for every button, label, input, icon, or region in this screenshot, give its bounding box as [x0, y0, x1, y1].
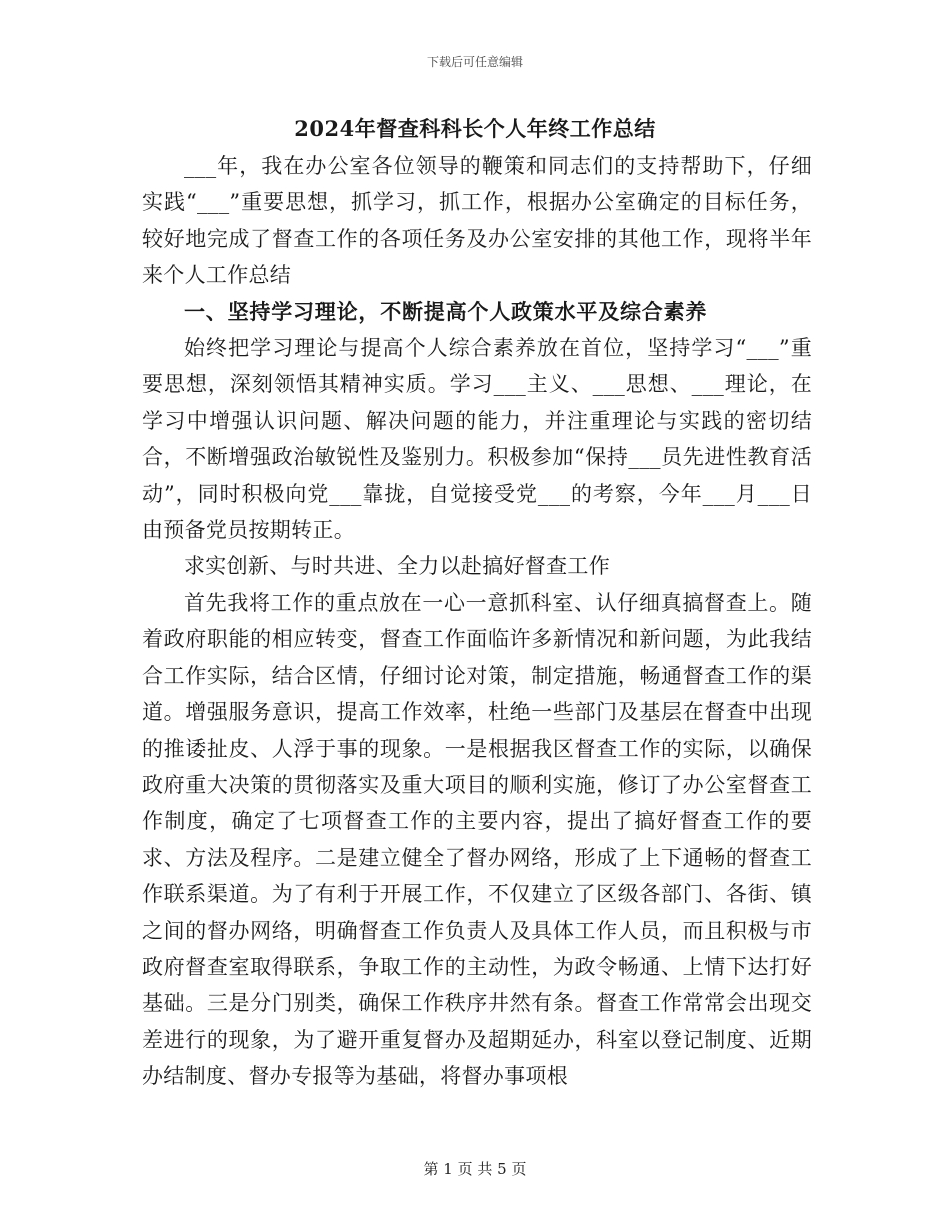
section-1-paragraph: 始终把学习理论与提高个人综合素养放在首位，坚持学习“___”重要思想，深刻领悟其精神实质。学习___主义、___思想、___理论，在学习中增强认识问题、解决问题的能力，并注重理论与实践的密切结合，不断增强政治敏锐性及鉴别力。积极参加“保持___员先进性教育活动”，同时积极向党___靠拢，自觉接受党___的考察，今年___月___日由预备党员按期转正。 [142, 336, 812, 543]
intro-paragraph: ___年，我在办公室各位领导的鞭策和同志们的支持帮助下，仔细实践“___”重要思想，抓学习，抓工作，根据办公室确定的目标任务，较好地完成了督查工作的各项任务及办公室安排的其他工作，现将半年来个人工作总结 [142, 154, 812, 288]
section-1-heading: 一、坚持学习理论，不断提高个人政策水平及综合素养 [184, 298, 708, 324]
section-2-heading: 求实创新、与时共进、全力以赴搞好督查工作 [184, 554, 610, 579]
document-body [142, 148, 812, 1095]
section-2-paragraph: 首先我将工作的重点放在一心一意抓科室、认仔细真搞督查上。随着政府职能的相应转变，督查工作面临许多新情况和新问题，为此我结合工作实际，结合区情，仔细讨论对策，制定措施，畅通督查工作的渠道。增强服务意识，提高工作效率，杜绝一些部门及基层在督查中出现的推诿扯皮、人浮于事的现象。一是根据我区督查工作的实际，以确保政府重大决策的贯彻落实及重大项目的顺利实施，修订了办公室督查工作制度，确定了七项督查工作的主要内容，提出了搞好督查工作的要求、方法及程序。二是建立健全了督办网络，形成了上下通畅的督查工作联系渠道。为了有利于开展工作，不仅建立了区级各部门、各街、镇之间的督办网络，明确督查工作负责人及具体工作人员，而且积极与市政府督查室取得联系，争取工作的主动性，为政令畅通、上情下达打好基础。三是分门别类，确保工作秩序井然有条。督查工作常常会出现交差进行的现象，为了避开重复督办及超期延办，科室以登记制度、近期办结制度、督办专报等为基础，将督办事项根 [142, 590, 812, 1089]
page-number-footer: 第 1 页 共 5 页 [423, 1160, 527, 1178]
document-title: 2024年督查科科长个人年终工作总结 [294, 116, 656, 141]
page-header-note: 下载后可任意编辑 [426, 55, 523, 69]
